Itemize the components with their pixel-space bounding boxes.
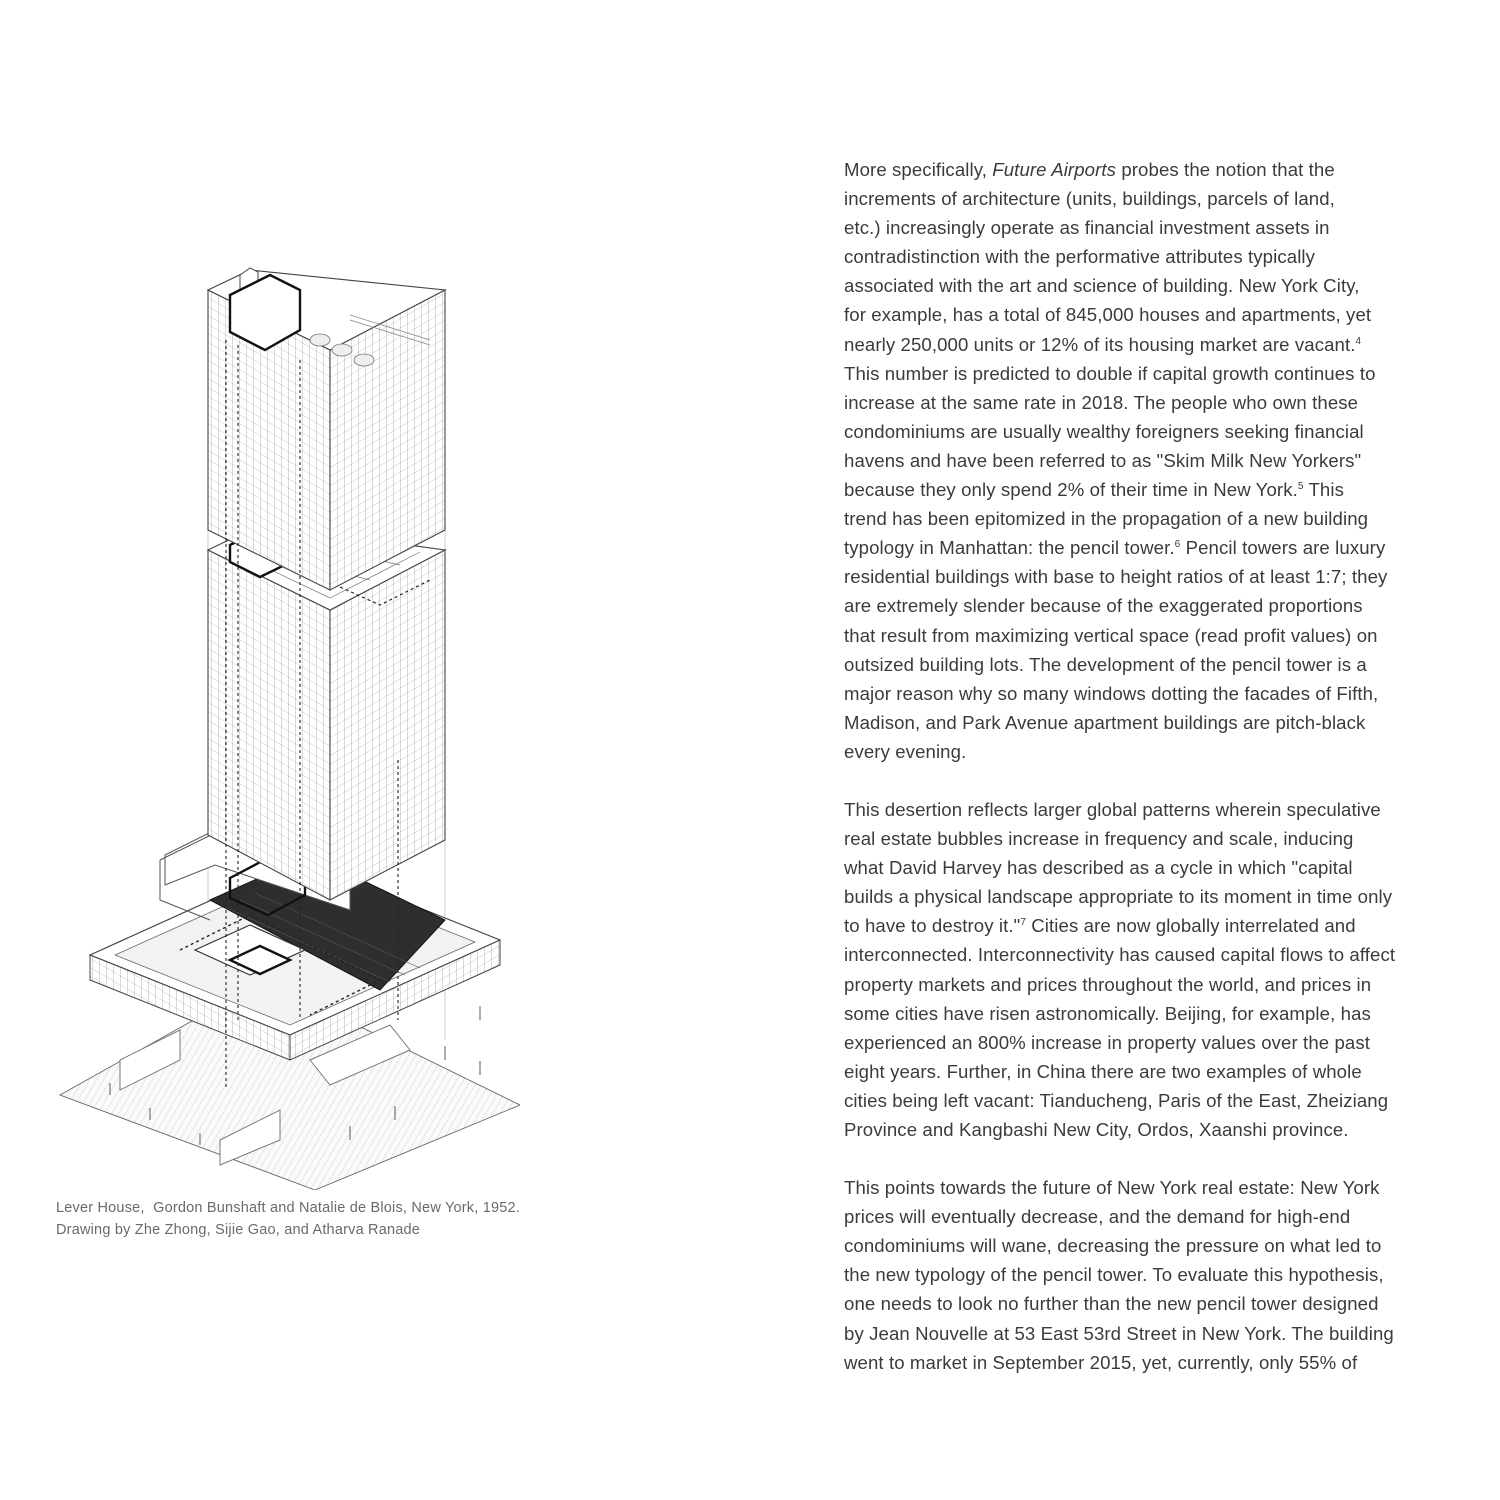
text-line: This desertion reflects larger global patterns wherein speculative (844, 798, 1381, 820)
axonometric-svg (50, 260, 520, 1190)
text-line: outsized building lots. The development of the pencil tower is a (844, 653, 1367, 675)
text-line: condominiums will wane, decreasing the pressure on what led to (844, 1235, 1382, 1257)
text-line: because they only spend 2% of their time in New York.$^5$ This (844, 479, 1345, 501)
paragraph-2 (844, 795, 1424, 1144)
text-line: are extremely slender because of the exaggerated proportions (844, 595, 1363, 617)
paragraph-1 (844, 155, 1424, 766)
text-line: experienced an 800% increase in property values over the past (844, 1031, 1371, 1053)
footnote-marker: 7 (1020, 917, 1027, 929)
text-line: one needs to look no further than the new pencil tower designed (844, 1293, 1379, 1315)
text-line: interconnected. Interconnectivity has caused capital flows to affect (844, 944, 1396, 966)
text-line: etc.) increasingly operate as financial investment assets in (844, 217, 1330, 239)
text-line: Madison, and Park Avenue apartment buildings are pitch-black (844, 711, 1366, 733)
text-line: property markets and prices throughout the world, and prices in (844, 973, 1372, 995)
text-line: condominiums are usually wealthy foreigners seeking financial (844, 420, 1364, 442)
footnote-marker: 6 (1174, 539, 1181, 551)
text-line: to have to destroy it."$^7$ Cities are now globally interrelated and (844, 915, 1356, 937)
text-line: prices will eventually decrease, and the demand for high-end (844, 1206, 1351, 1228)
text-line: some cities have risen astronomically. Beijing, for example, has (844, 1002, 1371, 1024)
text-line: went to market in September 2015, yet, currently, only 55% of (844, 1351, 1358, 1373)
text-line: nearly 250,000 units or 12% of its housing market are vacant.$^4$ (844, 333, 1362, 355)
text-line: by Jean Nouvelle at 53 East 53rd Street in New York. The building (844, 1322, 1394, 1344)
text-line: More specifically, Future Airports probes the notion that the (844, 159, 1335, 180)
text-line: This points towards the future of New York real estate: New York (844, 1177, 1380, 1199)
text-line: This number is predicted to double if capital growth continues to (844, 362, 1376, 384)
text-line: trend has been epitomized in the propagation of a new building (844, 508, 1369, 530)
text-line: increments of architecture (units, buildings, parcels of land, (844, 188, 1335, 210)
lever-house-axonometric-drawing (50, 260, 520, 1190)
text-line: builds a physical landscape appropriate to its moment in time only (844, 886, 1393, 908)
book-title: Future Airports (992, 159, 1117, 180)
text-line: havens and have been referred to as "Skim Milk New Yorkers" (844, 449, 1362, 471)
text-line: that result from maximizing vertical space (read profit values) on (844, 624, 1378, 646)
text-line: every evening. (844, 740, 967, 762)
figure-caption (56, 1197, 576, 1241)
paragraph-3 (844, 1173, 1424, 1377)
footnote-marker: 5 (1297, 481, 1304, 493)
text-line: increase at the same rate in 2018. The people who own these (844, 391, 1359, 413)
text-line: the new typology of the pencil tower. To evaluate this hypothesis, (844, 1264, 1384, 1286)
text-line: residential buildings with base to height ratios of at least 1:7; they (844, 566, 1388, 588)
text-line: contradistinction with the performative attributes typically (844, 246, 1316, 268)
text-line: what David Harvey has described as a cycle in which "capital (844, 857, 1353, 879)
text-line: cities being left vacant: Tianducheng, Paris of the East, Zheiziang (844, 1089, 1389, 1111)
text-line: associated with the art and science of building. New York City, (844, 275, 1360, 297)
body-text-column (844, 155, 1424, 1406)
text-line: for example, has a total of 845,000 houses and apartments, yet (844, 304, 1372, 326)
text-line: typology in Manhattan: the pencil tower.$^6$ Pencil towers are luxury (844, 537, 1386, 559)
text-line: major reason why so many windows dotting the facades of Fifth, (844, 682, 1379, 704)
caption-line-1: Lever House, Gordon Bunshaft and Natalie de Blois, New York, 1952. (56, 1200, 520, 1216)
text-line: Province and Kangbashi New City, Ordos, Xaanshi province. (844, 1119, 1349, 1140)
text-line: eight years. Further, in China there are two examples of whole (844, 1060, 1362, 1082)
tower-top (208, 268, 445, 590)
text-line: real estate bubbles increase in frequency and scale, inducing (844, 828, 1354, 850)
footnote-marker: 4 (1355, 335, 1362, 347)
caption-line-2: Drawing by Zhe Zhong, Sijie Gao, and Atharva Ranade (56, 1222, 421, 1238)
